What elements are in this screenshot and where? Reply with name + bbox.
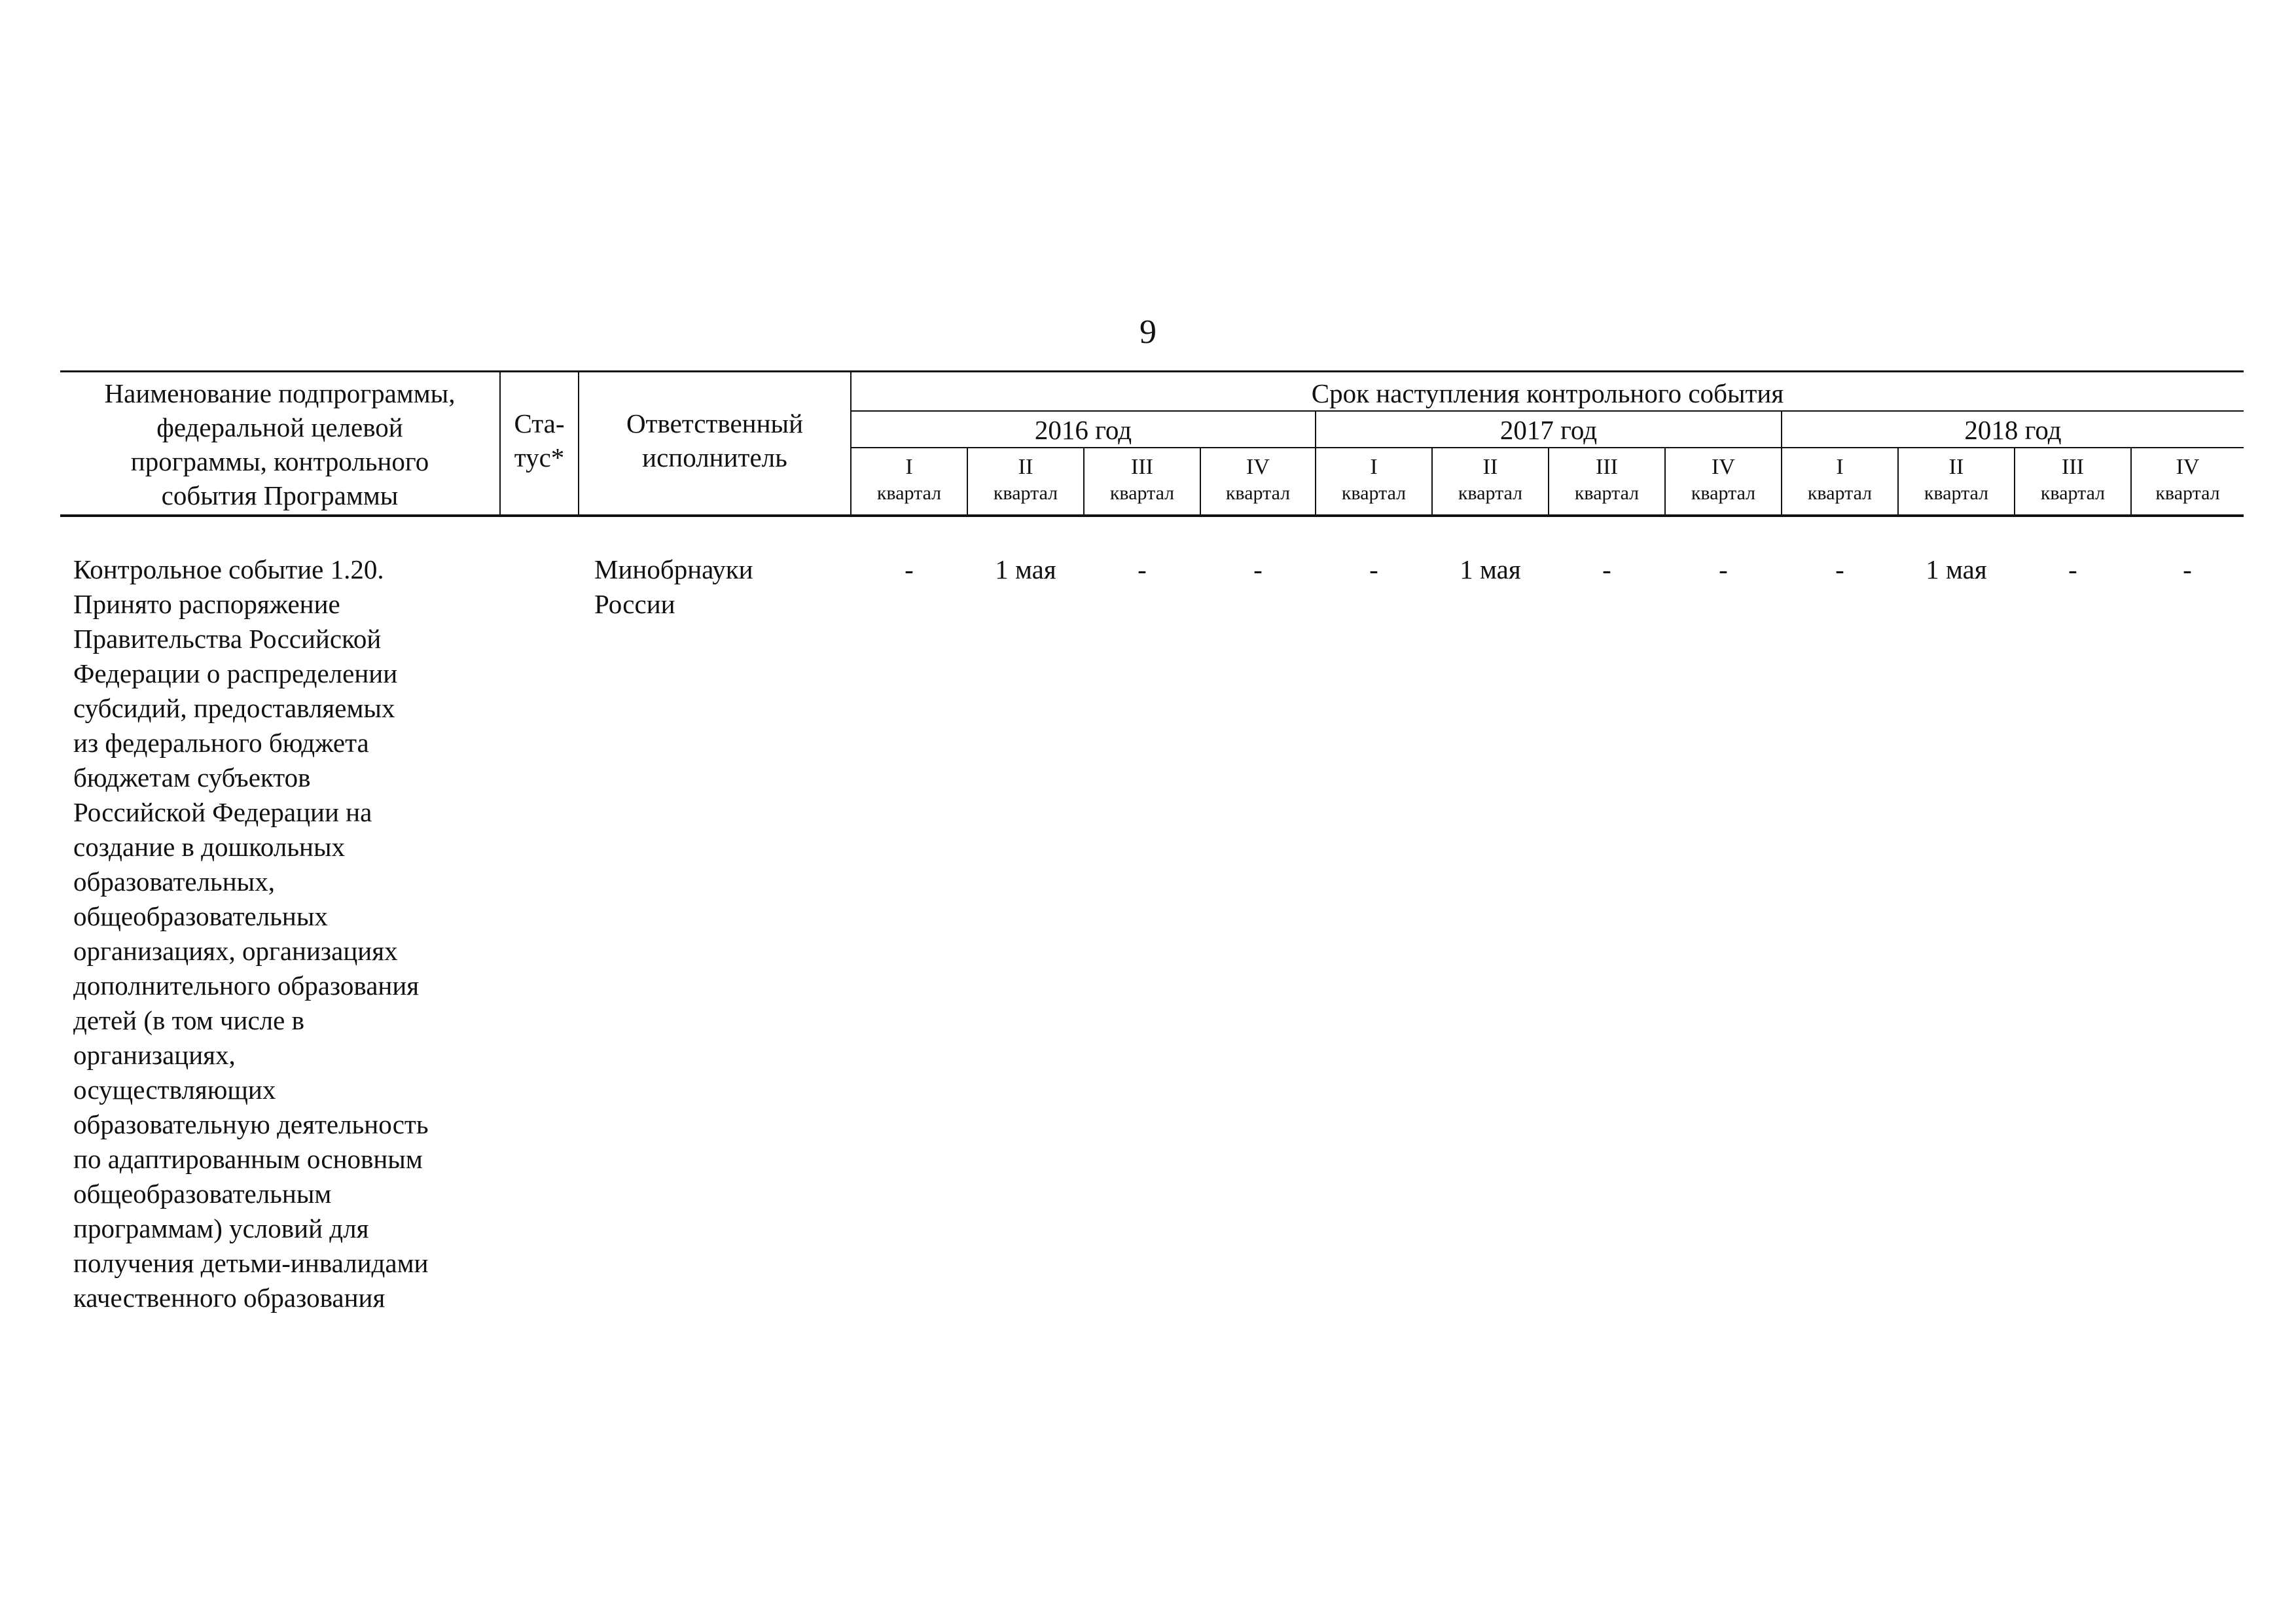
header-name-line: Наименование подпрограммы, [104, 378, 456, 408]
event-name-line: Правительства Российской [73, 624, 382, 654]
header-name-line: события Программы [161, 480, 399, 510]
period-title-text: Срок наступления контрольного события [1311, 378, 1784, 408]
status-cell [500, 516, 579, 1315]
event-name-line: детей (в том числе в [73, 1005, 304, 1035]
page-number: 9 [1139, 313, 1157, 351]
control-events-table [60, 370, 2244, 1315]
header-quarter: III квартал [1549, 448, 1665, 516]
header-quarter: II квартал [1898, 448, 2015, 516]
event-name-line: дополнительного образования [73, 971, 420, 1001]
header-executor-line: Ответственный [626, 408, 804, 438]
quarter-value-cell: 1 мая [995, 554, 1056, 584]
header-executor-line: исполнитель [642, 442, 787, 473]
event-name-line: организациях, организациях [73, 936, 398, 966]
header-name-line: программы, контрольного [130, 446, 429, 476]
event-name-line: создание в дошкольных [73, 832, 346, 862]
executor-line: Минобрнауки [594, 554, 753, 584]
event-name-cell [60, 516, 500, 1315]
quarter-value-cell: - [905, 554, 914, 584]
header-quarter: II квартал [1432, 448, 1549, 516]
header-status-line: тус* [514, 442, 565, 473]
quarter-value-cell: - [2068, 554, 2077, 584]
event-name-line: образовательных, [73, 866, 275, 897]
quarter-value-cell: - [2183, 554, 2192, 584]
header-year-2017: 2017 год [1316, 411, 1782, 448]
header-year-2018: 2018 год [1782, 411, 2244, 448]
event-name-line: Российской Федерации на [73, 797, 372, 827]
quarter-value-cell: - [1835, 554, 1844, 584]
quarter-value-cell: 1 мая [1926, 554, 1987, 584]
executor-cell [579, 516, 851, 1315]
event-name-line: организациях, [73, 1040, 236, 1070]
header-year-2016: 2016 год [851, 411, 1316, 448]
executor-line: России [594, 589, 675, 619]
quarter-value-cell: - [1719, 554, 1728, 584]
header-quarter: IV квартал [1665, 448, 1782, 516]
event-name-line: общеобразовательных [73, 901, 328, 931]
event-name-line: из федерального бюджета [73, 728, 369, 758]
header-quarter: IV квартал [1200, 448, 1316, 516]
header-status-column [500, 372, 579, 516]
header-name-line: федеральной целевой [156, 412, 403, 442]
event-name-line: качественного образования [73, 1283, 386, 1313]
header-quarter: I квартал [851, 448, 967, 516]
header-quarter: IV квартал [2131, 448, 2244, 516]
event-name-line: образовательную деятельность [73, 1109, 429, 1139]
quarter-value-cell: 1 мая [1460, 554, 1521, 584]
event-name-line: Контрольное событие 1.20. [73, 554, 384, 584]
header-executor-column [579, 372, 851, 516]
header-quarter: II квартал [967, 448, 1084, 516]
quarter-value-cell: - [1602, 554, 1611, 584]
quarter-value-cell: - [1138, 554, 1147, 584]
event-name-line: осуществляющих [73, 1075, 276, 1105]
event-name-line: Принято распоряжение [73, 589, 340, 619]
quarter-value-cell: - [1253, 554, 1263, 584]
header-quarter: I квартал [1782, 448, 1898, 516]
header-name-column [60, 372, 500, 516]
event-name-line: общеобразовательным [73, 1179, 332, 1209]
table-row [60, 516, 2244, 1315]
event-name-line: по адаптированным основным [73, 1144, 423, 1174]
event-name-line: бюджетам субъектов [73, 762, 311, 793]
event-name-line: Федерации о распределении [73, 658, 398, 688]
header-period-title [851, 372, 2244, 412]
event-name-line: получения детьми-инвалидами [73, 1248, 429, 1278]
event-name-line: программам) условий для [73, 1213, 369, 1243]
event-name-line: субсидий, предоставляемых [73, 693, 395, 723]
header-status-line: Ста- [514, 408, 565, 438]
header-quarter: III квартал [2015, 448, 2131, 516]
header-quarter: I квартал [1316, 448, 1432, 516]
quarter-value-cell: - [1369, 554, 1378, 584]
header-quarter: III квартал [1084, 448, 1200, 516]
